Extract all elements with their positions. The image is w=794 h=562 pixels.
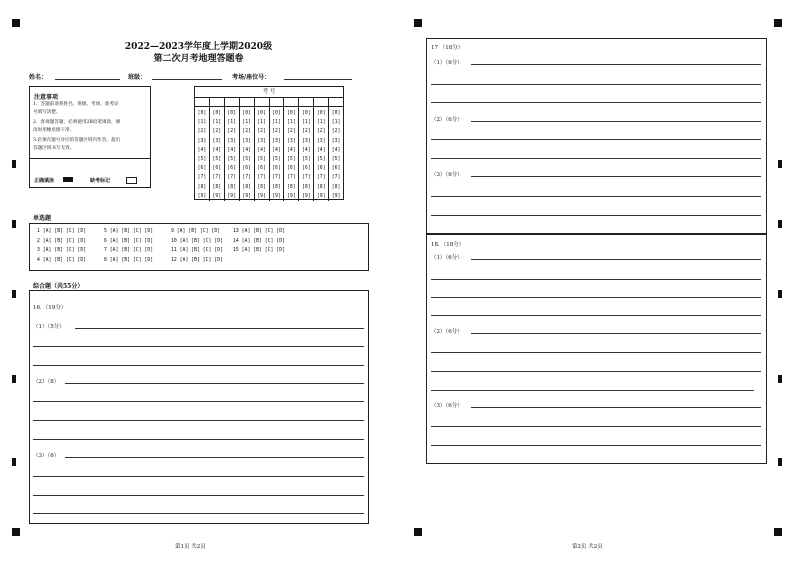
exam-digit-bubble[interactable]: [4] bbox=[227, 147, 237, 153]
notice-line: 号填写清楚。 bbox=[33, 110, 61, 115]
notice-divider bbox=[29, 158, 151, 159]
exam-digit-bubble[interactable]: [7] bbox=[301, 175, 311, 181]
exam-number-write-row[interactable] bbox=[195, 98, 343, 107]
choice-question[interactable]: 12 [A] [B] [C] [D] bbox=[171, 257, 223, 263]
exam-digit-bubble[interactable]: [6] bbox=[227, 166, 237, 172]
answer-line[interactable] bbox=[431, 445, 761, 446]
name-field[interactable] bbox=[55, 79, 120, 80]
answer-line[interactable] bbox=[33, 495, 364, 496]
answer-line[interactable] bbox=[431, 196, 761, 197]
exam-digit-bubble[interactable]: [3] bbox=[257, 138, 266, 144]
exam-digit-bubble[interactable]: [2] bbox=[227, 129, 237, 135]
q16-part1-label: （1）（5分） bbox=[33, 324, 65, 330]
exam-digit-bubble[interactable]: [8] bbox=[331, 184, 341, 190]
exam-digit-bubble[interactable]: [9] bbox=[227, 193, 237, 199]
choice-question[interactable]: 5 [A] [B] [C] [D] bbox=[104, 229, 154, 234]
exam-digit-bubble[interactable]: [4] bbox=[331, 147, 341, 153]
absent-mark-label: 缺考标记 bbox=[90, 178, 111, 184]
q18-title: 18．（18分） bbox=[431, 242, 465, 248]
page-title: 2022—2023学年度上学期2020级 bbox=[124, 42, 273, 52]
answer-line[interactable] bbox=[65, 383, 364, 384]
exam-digit-bubble[interactable]: [3] bbox=[197, 138, 207, 144]
notice-line: 2．客观题答题，必须使用2B铅笔填涂，修 bbox=[33, 120, 121, 125]
answer-line[interactable] bbox=[65, 457, 364, 458]
exam-digit-bubble[interactable]: [6] bbox=[212, 166, 222, 172]
q17-title: 17 （18分） bbox=[431, 45, 464, 51]
exam-digit-bubble[interactable]: [8] bbox=[242, 184, 251, 190]
exam-digit-bubble[interactable]: [5] bbox=[212, 157, 222, 163]
exam-digit-bubble[interactable]: [4] bbox=[272, 147, 281, 153]
exam-digit-bubble[interactable]: [9] bbox=[301, 193, 311, 199]
q18-part2-label: （2）（6分） bbox=[431, 329, 463, 335]
notice-line: 3.必须在题号对应的答题区域内作答，超出 bbox=[33, 138, 121, 143]
notice-line: 1．答题前请将姓名、班级、考场、准考证 bbox=[33, 102, 119, 107]
choice-question[interactable]: 8 [A] [B] [C] [D] bbox=[104, 257, 154, 263]
exam-number-column bbox=[314, 107, 329, 201]
answer-line[interactable] bbox=[431, 84, 761, 85]
answer-line[interactable] bbox=[471, 121, 761, 122]
page-subtitle: 第二次月考地理答题卷 bbox=[153, 54, 244, 64]
exam-digit-bubble[interactable]: [8] bbox=[227, 184, 237, 190]
exam-digit-bubble[interactable]: [3] bbox=[301, 138, 311, 144]
answer-line[interactable] bbox=[33, 420, 364, 421]
answer-line[interactable] bbox=[471, 407, 761, 408]
exam-digit-bubble[interactable]: [2] bbox=[212, 129, 222, 135]
exam-digit-bubble[interactable]: [5] bbox=[197, 157, 207, 163]
exam-digit-bubble[interactable]: [7] bbox=[242, 175, 251, 181]
answer-line[interactable] bbox=[33, 346, 364, 347]
registration-mark bbox=[778, 290, 782, 298]
exam-digit-bubble[interactable]: [6] bbox=[331, 166, 341, 172]
exam-digit-bubble[interactable]: [3] bbox=[272, 138, 281, 144]
exam-digit-bubble[interactable]: [4] bbox=[212, 147, 222, 153]
exam-digit-bubble[interactable]: [3] bbox=[287, 138, 296, 144]
exam-number-header: 考 号 bbox=[195, 87, 343, 98]
exam-digit-bubble[interactable]: [0] bbox=[316, 111, 326, 116]
answer-line[interactable] bbox=[431, 371, 761, 372]
choice-question[interactable]: 7 [A] [B] [C] [D] bbox=[104, 248, 154, 253]
answer-line[interactable] bbox=[431, 279, 761, 280]
class-field[interactable] bbox=[152, 79, 222, 80]
name-label: 姓名： bbox=[29, 74, 48, 81]
exam-digit-bubble[interactable]: [6] bbox=[197, 166, 207, 172]
exam-digit-bubble[interactable]: [2] bbox=[242, 129, 251, 135]
exam-digit-bubble[interactable]: [6] bbox=[301, 166, 311, 172]
answer-line[interactable] bbox=[431, 139, 761, 140]
exam-digit-bubble[interactable]: [3] bbox=[227, 138, 237, 144]
q17-part1-label: （1）（6分） bbox=[431, 60, 463, 66]
exam-digit-bubble[interactable]: [7] bbox=[272, 175, 281, 181]
exam-digit-bubble[interactable]: [2] bbox=[257, 129, 266, 135]
exam-digit-bubble[interactable]: [5] bbox=[242, 157, 251, 163]
exam-digit-bubble[interactable]: [9] bbox=[331, 193, 341, 199]
exam-digit-bubble[interactable]: [0] bbox=[257, 111, 266, 116]
choice-question[interactable]: 13 [A] [B] [C] [D] bbox=[233, 229, 285, 234]
answer-line[interactable] bbox=[431, 297, 761, 298]
exam-digit-bubble[interactable]: [7] bbox=[227, 175, 237, 181]
answer-line[interactable] bbox=[33, 401, 364, 402]
exam-digit-bubble[interactable]: [8] bbox=[287, 184, 296, 190]
exam-digit-bubble[interactable]: [8] bbox=[301, 184, 311, 190]
exam-digit-bubble[interactable]: [5] bbox=[301, 157, 311, 163]
exam-digit-bubble[interactable]: [7] bbox=[197, 175, 207, 181]
single-choice-title: 单选题 bbox=[33, 215, 52, 222]
choice-question[interactable]: 2 [A] [B] [C] [D] bbox=[37, 238, 87, 244]
registration-mark bbox=[778, 220, 782, 228]
notice-line: 答题区域书写无效。 bbox=[33, 146, 75, 151]
exam-digit-bubble[interactable]: [7] bbox=[287, 175, 296, 181]
exam-digit-bubble[interactable]: [4] bbox=[257, 147, 266, 153]
registration-mark bbox=[414, 528, 422, 536]
q16-title: 16．（19分） bbox=[33, 305, 67, 311]
answer-line[interactable] bbox=[431, 352, 761, 353]
answer-line[interactable] bbox=[75, 328, 364, 329]
exam-digit-bubble[interactable]: [5] bbox=[227, 157, 237, 163]
choice-question[interactable]: 1 [A] [B] [C] [D] bbox=[37, 229, 87, 234]
registration-mark bbox=[778, 160, 782, 168]
exam-digit-bubble[interactable]: [1] bbox=[242, 120, 251, 126]
exam-digit-bubble[interactable]: [0] bbox=[242, 111, 251, 116]
exam-digit-bubble[interactable]: [1] bbox=[301, 120, 311, 126]
exam-digit-bubble[interactable]: [9] bbox=[272, 193, 281, 199]
exam-digit-bubble[interactable]: [5] bbox=[331, 157, 341, 163]
exam-digit-bubble[interactable]: [0] bbox=[301, 111, 311, 116]
exam-number-column bbox=[329, 107, 343, 201]
absent-mark-checkbox[interactable] bbox=[126, 177, 137, 184]
exam-digit-bubble[interactable]: [6] bbox=[242, 166, 251, 172]
correct-fill-sample bbox=[63, 177, 73, 182]
choice-question[interactable]: 15 [A] [B] [C] [D] bbox=[233, 248, 285, 253]
exam-digit-bubble[interactable]: [3] bbox=[331, 138, 341, 144]
exam-digit-bubble[interactable]: [1] bbox=[316, 120, 326, 126]
answer-line[interactable] bbox=[431, 158, 761, 159]
registration-mark bbox=[12, 160, 16, 168]
exam-digit-bubble[interactable]: [7] bbox=[316, 175, 326, 181]
q17-part3-label: （3）（6分） bbox=[431, 172, 463, 178]
exam-digit-bubble[interactable]: [0] bbox=[197, 111, 207, 116]
registration-mark bbox=[12, 528, 20, 536]
exam-digit-bubble[interactable]: [5] bbox=[257, 157, 266, 163]
answer-line[interactable] bbox=[431, 426, 761, 427]
registration-mark bbox=[778, 458, 782, 466]
exam-digit-bubble[interactable]: [8] bbox=[272, 184, 281, 190]
exam-digit-bubble[interactable]: [8] bbox=[197, 184, 207, 190]
exam-digit-bubble[interactable]: [0] bbox=[212, 111, 222, 116]
exam-digit-bubble[interactable]: [2] bbox=[197, 129, 207, 135]
exam-digit-bubble[interactable]: [2] bbox=[316, 129, 326, 135]
q17-answer-box bbox=[426, 38, 767, 234]
exam-number-column bbox=[284, 107, 299, 201]
exam-digit-bubble[interactable]: [9] bbox=[197, 193, 207, 199]
exam-digit-bubble[interactable]: [4] bbox=[197, 147, 207, 153]
notice-line: 改时用橡皮擦干净。 bbox=[33, 128, 75, 133]
q16-part3-label: （3）（6） bbox=[33, 453, 60, 459]
exam-digit-bubble[interactable]: [2] bbox=[301, 129, 311, 135]
exam-digit-bubble[interactable]: [0] bbox=[272, 111, 281, 116]
exam-number-columns bbox=[195, 107, 343, 201]
exam-digit-bubble[interactable]: [8] bbox=[316, 184, 326, 190]
exam-digit-bubble[interactable]: [0] bbox=[331, 111, 341, 116]
registration-mark bbox=[12, 375, 16, 383]
choice-question[interactable]: 11 [A] [B] [C] [D] bbox=[171, 248, 223, 253]
exam-number-column bbox=[270, 107, 285, 201]
exam-digit-bubble[interactable]: [1] bbox=[257, 120, 266, 126]
exam-digit-bubble[interactable]: [3] bbox=[316, 138, 326, 144]
exam-digit-bubble[interactable]: [9] bbox=[316, 193, 326, 199]
exam-digit-bubble[interactable]: [2] bbox=[287, 129, 296, 135]
answer-line[interactable] bbox=[431, 215, 761, 216]
choice-question[interactable]: 10 [A] [B] [C] [D] bbox=[171, 238, 223, 244]
answer-line[interactable] bbox=[33, 476, 364, 477]
q18-part1-label: （1）（6分） bbox=[431, 255, 463, 261]
registration-mark bbox=[12, 19, 20, 27]
exam-number-column bbox=[195, 107, 210, 201]
exam-digit-bubble[interactable]: [4] bbox=[301, 147, 311, 153]
registration-mark bbox=[774, 19, 782, 27]
exam-digit-bubble[interactable]: [1] bbox=[287, 120, 296, 126]
room-seat-field[interactable] bbox=[284, 79, 352, 80]
exam-digit-bubble[interactable]: [6] bbox=[316, 166, 326, 172]
q18-part3-label: （3）（6分） bbox=[431, 403, 463, 409]
exam-number-grid bbox=[194, 86, 344, 200]
exam-digit-bubble[interactable]: [3] bbox=[242, 138, 251, 144]
answer-line[interactable] bbox=[33, 365, 364, 366]
exam-digit-bubble[interactable]: [0] bbox=[287, 111, 296, 116]
exam-number-column bbox=[255, 107, 270, 201]
notice-title: 注意事项 bbox=[34, 94, 59, 101]
choice-question[interactable]: 9 [A] [B] [C] [D] bbox=[171, 229, 221, 234]
exam-digit-bubble[interactable]: [5] bbox=[316, 157, 326, 163]
choice-question[interactable]: 3 [A] [B] [C] [D] bbox=[37, 248, 87, 253]
registration-mark bbox=[12, 220, 16, 228]
exam-digit-bubble[interactable]: [8] bbox=[212, 184, 222, 190]
class-label: 班级： bbox=[128, 74, 147, 81]
registration-mark bbox=[778, 375, 782, 383]
exam-digit-bubble[interactable]: [1] bbox=[272, 120, 281, 126]
answer-line[interactable] bbox=[33, 513, 364, 514]
answer-line[interactable] bbox=[33, 439, 364, 440]
answer-line[interactable] bbox=[471, 64, 761, 65]
exam-digit-bubble[interactable]: [7] bbox=[212, 175, 222, 181]
exam-number-column bbox=[299, 107, 314, 201]
exam-digit-bubble[interactable]: [6] bbox=[272, 166, 281, 172]
exam-number-column bbox=[210, 107, 225, 201]
choice-question[interactable]: 4 [A] [B] [C] [D] bbox=[37, 257, 87, 263]
composite-title: 综合题（共55分） bbox=[33, 283, 84, 290]
exam-number-column bbox=[225, 107, 240, 201]
registration-mark bbox=[414, 19, 422, 27]
page2-footer: 第2页 共2页 bbox=[572, 544, 603, 550]
exam-digit-bubble[interactable]: [9] bbox=[212, 193, 222, 199]
exam-digit-bubble[interactable]: [6] bbox=[287, 166, 296, 172]
exam-digit-bubble[interactable]: [8] bbox=[257, 184, 266, 190]
answer-line[interactable] bbox=[471, 259, 761, 260]
exam-digit-bubble[interactable]: [1] bbox=[227, 120, 237, 126]
exam-digit-bubble[interactable]: [7] bbox=[257, 175, 266, 181]
answer-line[interactable] bbox=[431, 315, 761, 316]
exam-digit-bubble[interactable]: [9] bbox=[287, 193, 296, 199]
exam-digit-bubble[interactable]: [4] bbox=[287, 147, 296, 153]
exam-digit-bubble[interactable]: [1] bbox=[197, 120, 207, 126]
room-seat-label: 考场/座位号： bbox=[232, 74, 271, 81]
answer-line[interactable] bbox=[431, 390, 754, 391]
exam-digit-bubble[interactable]: [1] bbox=[331, 120, 341, 126]
exam-digit-bubble[interactable]: [4] bbox=[242, 147, 251, 153]
exam-digit-bubble[interactable]: [5] bbox=[287, 157, 296, 163]
choice-question[interactable]: 6 [A] [B] [C] [D] bbox=[104, 238, 154, 244]
q17-part2-label: （2）（6分） bbox=[431, 117, 463, 123]
page1-footer: 第1页 共2页 bbox=[175, 544, 206, 550]
answer-line[interactable] bbox=[431, 102, 761, 103]
exam-digit-bubble[interactable]: [2] bbox=[272, 129, 281, 135]
q16-answer-box bbox=[29, 290, 369, 524]
registration-mark bbox=[12, 458, 16, 466]
choice-question[interactable]: 14 [A] [B] [C] [D] bbox=[233, 238, 285, 244]
exam-digit-bubble[interactable]: [9] bbox=[257, 193, 266, 199]
exam-digit-bubble[interactable]: [3] bbox=[212, 138, 222, 144]
exam-digit-bubble[interactable]: [0] bbox=[227, 111, 237, 116]
answer-line[interactable] bbox=[471, 333, 761, 334]
exam-digit-bubble[interactable]: [9] bbox=[242, 193, 251, 199]
exam-digit-bubble[interactable]: [5] bbox=[272, 157, 281, 163]
answer-line[interactable] bbox=[471, 176, 761, 177]
q18-answer-box bbox=[426, 234, 767, 464]
exam-digit-bubble[interactable]: [1] bbox=[212, 120, 222, 126]
registration-mark bbox=[12, 290, 16, 298]
exam-digit-bubble[interactable]: [2] bbox=[331, 129, 341, 135]
q16-part2-label: （2）（8） bbox=[33, 379, 60, 385]
registration-mark bbox=[774, 528, 782, 536]
exam-number-column bbox=[240, 107, 255, 201]
correct-fill-label: 正确填涂 bbox=[34, 178, 55, 184]
exam-digit-bubble[interactable]: [4] bbox=[316, 147, 326, 153]
exam-digit-bubble[interactable]: [6] bbox=[257, 166, 266, 172]
exam-digit-bubble[interactable]: [7] bbox=[331, 175, 341, 181]
